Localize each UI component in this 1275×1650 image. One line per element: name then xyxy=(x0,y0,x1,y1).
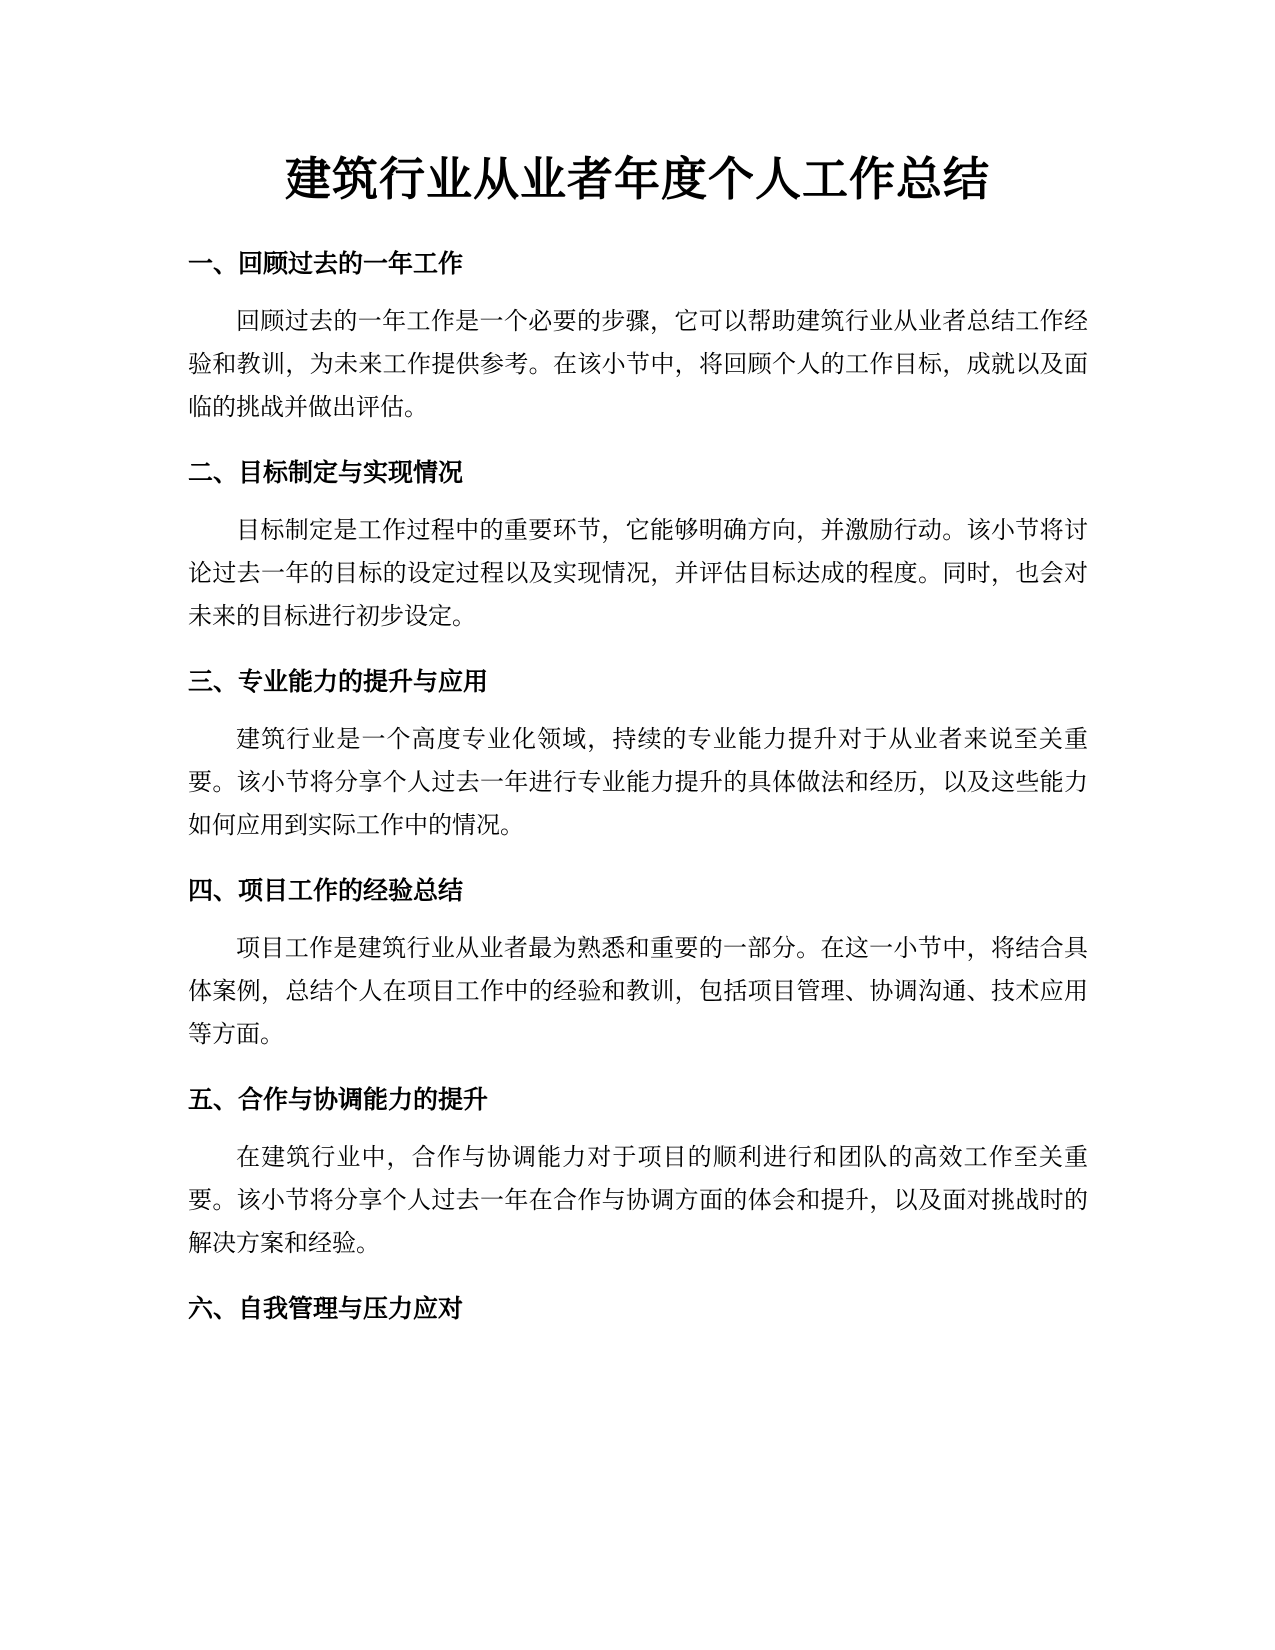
section-goals xyxy=(188,455,1088,638)
section-cooperation xyxy=(188,1082,1088,1265)
section-review xyxy=(188,246,1088,429)
section-paragraph: 目标制定是工作过程中的重要环节，它能够明确方向，并激励行动。该小节将讨论过去一年的目标的设定过程以及实现情况，并评估目标达成的程度。同时，也会对未来的目标进行初步设定。 xyxy=(188,516,1088,630)
document-content xyxy=(188,246,1088,1345)
section-heading: 四、项目工作的经验总结 xyxy=(188,876,464,905)
section-paragraph: 建筑行业是一个高度专业化领域，持续的专业能力提升对于从业者来说至关重要。该小节将分享个人过去一年进行专业能力提升的具体做法和经历，以及这些能力如何应用到实际工作中的情况。 xyxy=(188,725,1088,839)
section-paragraph: 在建筑行业中，合作与协调能力对于项目的顺利进行和团队的高效工作至关重要。该小节将分享个人过去一年在合作与协调方面的体会和提升，以及面对挑战时的解决方案和经验。 xyxy=(188,1143,1088,1257)
section-projects xyxy=(188,873,1088,1056)
section-heading: 二、目标制定与实现情况 xyxy=(188,458,464,487)
section-heading: 六、自我管理与压力应对 xyxy=(188,1294,464,1323)
section-heading: 一、回顾过去的一年工作 xyxy=(188,249,464,278)
section-paragraph: 回顾过去的一年工作是一个必要的步骤，它可以帮助建筑行业从业者总结工作经验和教训，为未来工作提供参考。在该小节中，将回顾个人的工作目标，成就以及面临的挑战并做出评估。 xyxy=(188,307,1088,421)
section-paragraph: 项目工作是建筑行业从业者最为熟悉和重要的一部分。在这一小节中，将结合具体案例，总结个人在项目工作中的经验和教训，包括项目管理、协调沟通、技术应用等方面。 xyxy=(188,934,1088,1048)
document-title: 建筑行业从业者年度个人工作总结 xyxy=(285,152,990,206)
section-self-management xyxy=(188,1291,1088,1327)
section-heading: 五、合作与协调能力的提升 xyxy=(188,1085,489,1114)
section-heading: 三、专业能力的提升与应用 xyxy=(188,667,489,696)
section-skills xyxy=(188,664,1088,847)
